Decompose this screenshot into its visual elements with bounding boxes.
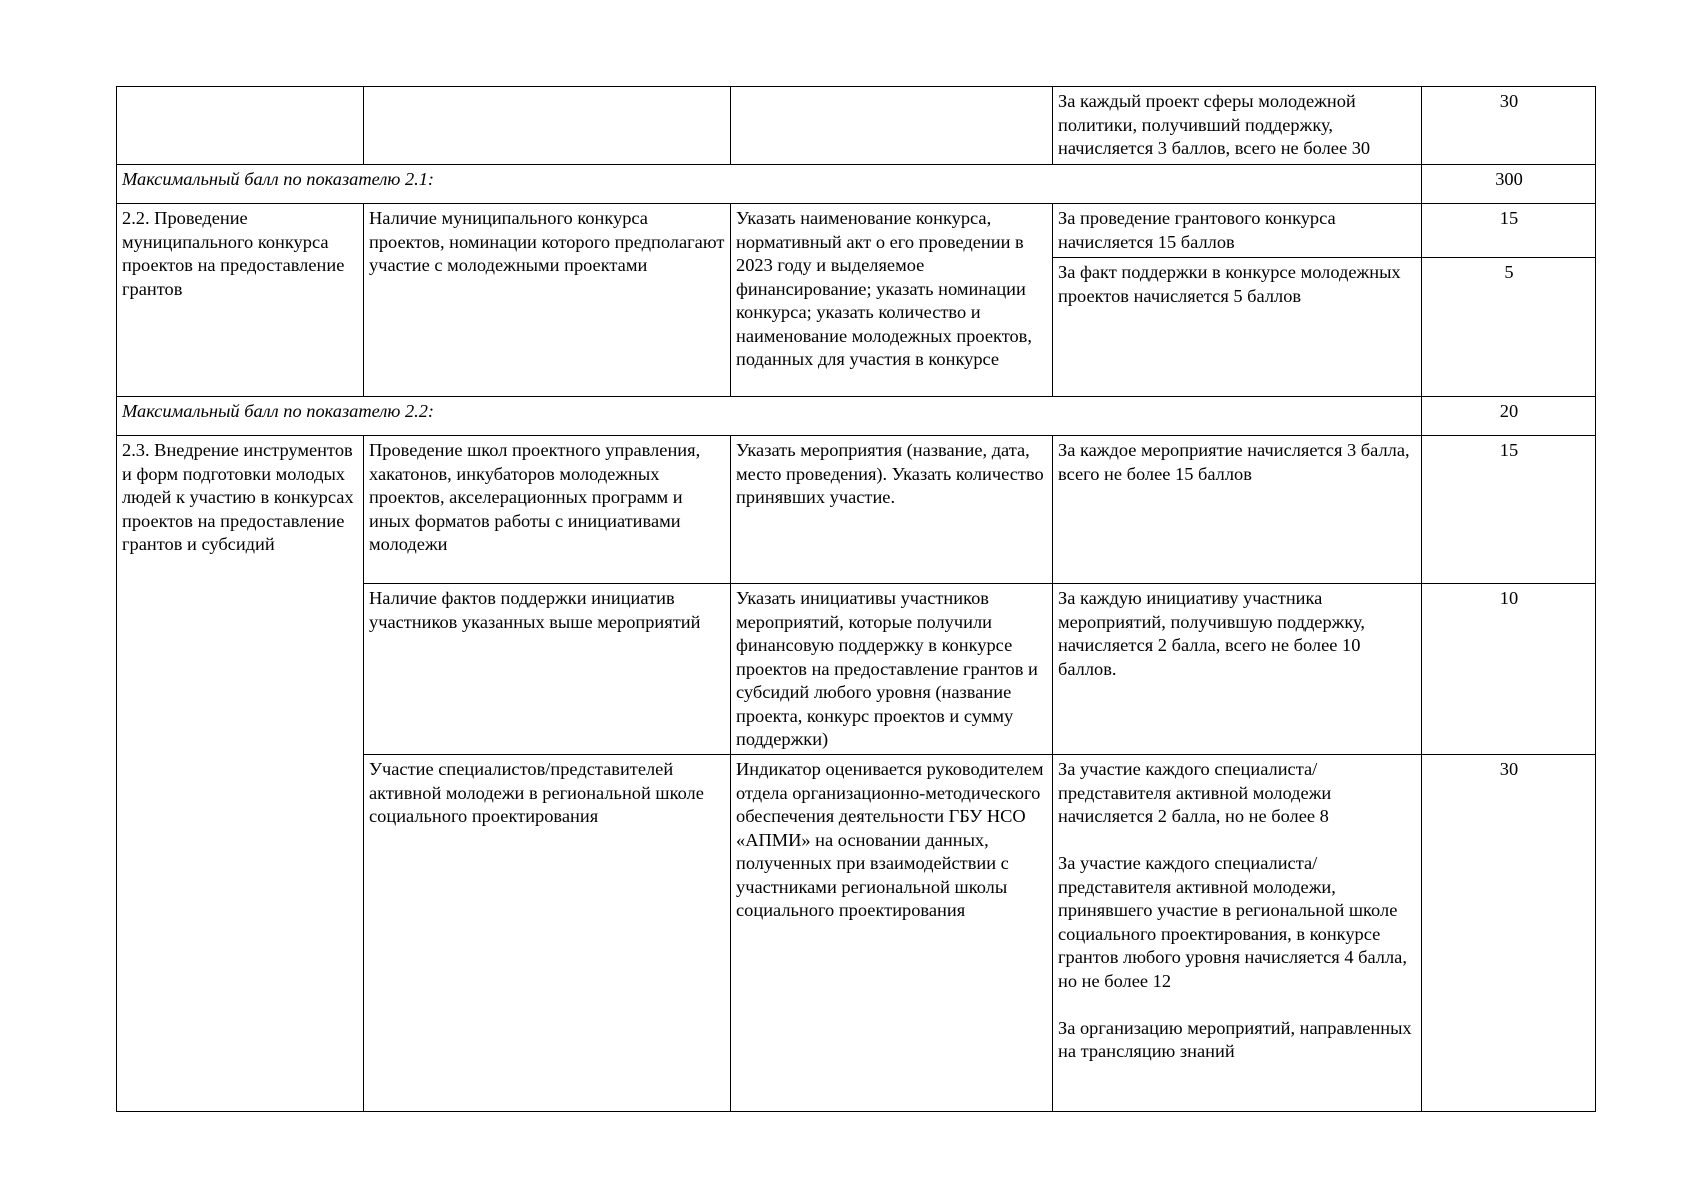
paragraph-gap bbox=[1058, 829, 1417, 853]
criterion-cell bbox=[1053, 755, 1422, 1112]
parameter-cell bbox=[364, 87, 731, 165]
criterion-paragraph: За организацию мероприятий, направленных на трансляцию знаний bbox=[1058, 1017, 1412, 1061]
max-score-value: 20 bbox=[1422, 397, 1596, 436]
score-cell: 30 bbox=[1422, 87, 1596, 165]
criterion-cell: За каждый проект сферы молодежной политики, получивший поддержку, начисляется 3 баллов, всего не более 30 bbox=[1053, 87, 1422, 165]
max-score-value: 300 bbox=[1422, 165, 1596, 204]
criterion-cell: За проведение грантового конкурса начисляется 15 баллов bbox=[1053, 204, 1422, 258]
table-row bbox=[117, 204, 1596, 258]
parameter-cell: Наличие фактов поддержки инициатив участников указанных выше мероприятий bbox=[364, 584, 731, 755]
criterion-paragraph: За участие каждого специалиста/представителя активной молодежи начисляется 2 балла, но не более 8 bbox=[1058, 759, 1332, 826]
paragraph-gap bbox=[1058, 993, 1417, 1017]
max-score-label: Максимальный балл по показателю 2.2: bbox=[117, 397, 1422, 436]
indicator-cell: 2.3. Внедрение инструментов и форм подготовки молодых людей к участию в конкурсах проектов на предоставление грантов и субсидий bbox=[117, 436, 364, 1112]
score-cell: 15 bbox=[1422, 204, 1596, 258]
parameter-cell: Участие специалистов/представителей активной молодежи в региональной школе социального проектирования bbox=[364, 755, 731, 1112]
instruction-cell bbox=[731, 87, 1053, 165]
criterion-cell: За каждое мероприятие начисляется 3 балла, всего не более 15 баллов bbox=[1053, 436, 1422, 584]
max-score-row bbox=[117, 397, 1596, 436]
score-cell: 30 bbox=[1422, 755, 1596, 1112]
instruction-cell: Индикатор оценивается руководителем отдела организационно-методического обеспечения деятельности ГБУ НСО «АПМИ» на основании данных, полученных при взаимодействии с участниками региональной школы социального проектирования bbox=[731, 755, 1053, 1112]
parameter-cell: Наличие муниципального конкурса проектов, номинации которого предполагают участие с молодежными проектами bbox=[364, 204, 731, 397]
table-row bbox=[117, 436, 1596, 584]
instruction-cell: Указать инициативы участников мероприятий, которые получили финансовую поддержку в конкурсе проектов на предоставление грантов и субсидий любого уровня (название проекта, конкурс проектов и сумму поддержки) bbox=[731, 584, 1053, 755]
score-cell: 5 bbox=[1422, 258, 1596, 397]
instruction-cell: Указать наименование конкурса, нормативный акт о его проведении в 2023 году и выделяемое финансирование; указать номинации конкурса; указать количество и наименование молодежных проектов, поданных для участия в конкурсе bbox=[731, 204, 1053, 397]
criterion-cell: За факт поддержки в конкурсе молодежных проектов начисляется 5 баллов bbox=[1053, 258, 1422, 397]
criterion-paragraph: За участие каждого специалиста/представителя активной молодежи, принявшего участие в региональной школе социального проектирования, в конкурсе грантов любого уровня начисляется 4 балла, но не более 12 bbox=[1058, 853, 1407, 991]
criterion-cell: За каждую инициативу участника мероприятий, получившую поддержку, начисляется 2 балла, всего не более 10 баллов. bbox=[1053, 584, 1422, 755]
score-cell: 15 bbox=[1422, 436, 1596, 584]
indicator-cell: 2.2. Проведение муниципального конкурса проектов на предоставление грантов bbox=[117, 204, 364, 397]
max-score-label: Максимальный балл по показателю 2.1: bbox=[117, 165, 1422, 204]
parameter-cell: Проведение школ проектного управления, хакатонов, инкубаторов молодежных проектов, акселерационных программ и иных форматов работы с инициативами молодежи bbox=[364, 436, 731, 584]
indicator-cell bbox=[117, 87, 364, 165]
table-row bbox=[117, 87, 1596, 165]
criteria-table bbox=[116, 86, 1596, 1112]
max-score-row bbox=[117, 165, 1596, 204]
score-cell: 10 bbox=[1422, 584, 1596, 755]
instruction-cell: Указать мероприятия (название, дата, место проведения). Указать количество принявших участие. bbox=[731, 436, 1053, 584]
